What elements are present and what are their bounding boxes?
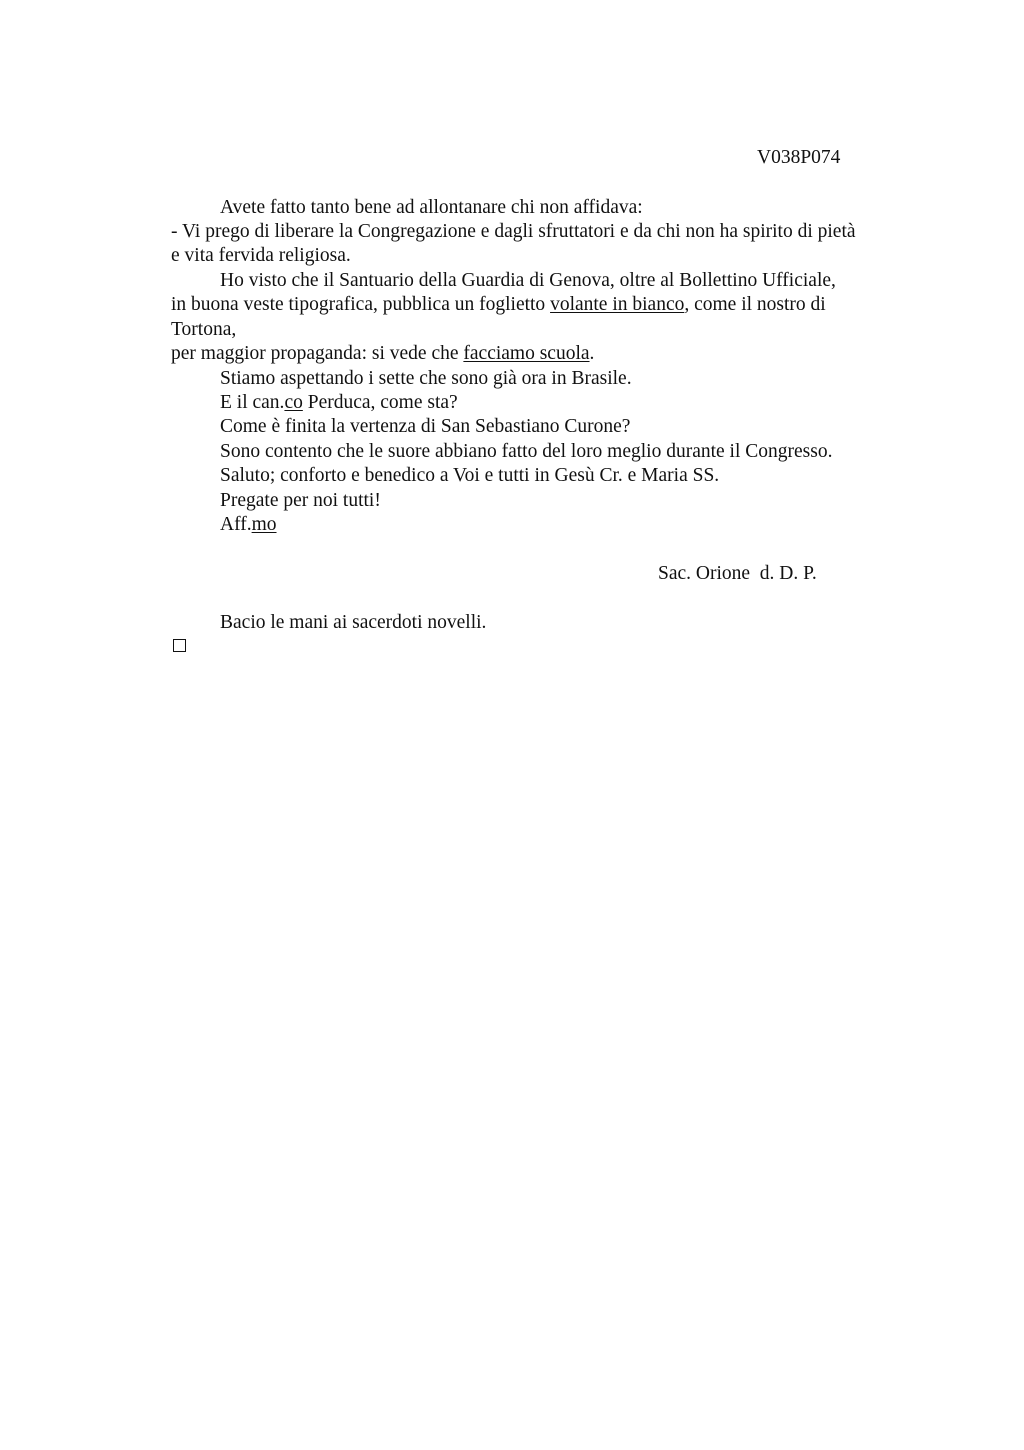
paragraph-3-line-1: Ho visto che il Santuario della Guardia di Genova, oltre al Bollettino Ufficiale,	[220, 270, 836, 291]
underlined-text: co	[284, 392, 303, 413]
text-segment: .	[589, 343, 595, 364]
paragraph-2-line-1: - Vi prego di liberare la Congregazione e dagli sfruttatori e da chi non ha spirito di pietà	[171, 221, 856, 242]
signature: Sac. Orione d. D. P.	[658, 563, 817, 584]
paragraph-4	[171, 342, 594, 366]
square-box-icon	[173, 639, 186, 652]
paragraph-3-line-2	[171, 293, 826, 317]
paragraph-1: Avete fatto tanto bene ad allontanare chi non affidava:	[220, 197, 643, 218]
line-saluto: Saluto; conforto e benedico a Voi e tutti in Gesù Cr. e Maria SS.	[220, 465, 720, 486]
text-segment: per maggior propaganda: si vede che	[171, 343, 464, 364]
underlined-text: volante in bianco	[550, 294, 685, 315]
line-vertenza: Come è finita la vertenza di San Sebastiano Curone?	[220, 416, 631, 437]
postscript: Bacio le mani ai sacerdoti novelli.	[220, 612, 487, 633]
underlined-text: facciamo scuola	[463, 343, 590, 364]
text-segment: E il can.	[220, 392, 285, 413]
page-code: V038P074	[757, 147, 841, 168]
line-suore: Sono contento che le suore abbiano fatto del loro meglio durante il Congresso.	[220, 441, 833, 462]
text-segment: Perduca, come sta?	[302, 392, 458, 413]
line-canonico	[220, 391, 458, 415]
paragraph-3-line-3: Tortona,	[171, 319, 237, 340]
underlined-text: mo	[251, 514, 277, 535]
closing	[220, 513, 277, 537]
paragraph-2-line-2: e vita fervida religiosa.	[171, 245, 351, 266]
line-pregate: Pregate per noi tutti!	[220, 490, 381, 511]
text-segment: Aff.	[220, 514, 252, 535]
text-segment: , come il nostro di	[684, 294, 826, 315]
text-segment: in buona veste tipografica, pubblica un foglietto	[171, 294, 551, 315]
line-brasile: Stiamo aspettando i sette che sono già ora in Brasile.	[220, 368, 632, 389]
